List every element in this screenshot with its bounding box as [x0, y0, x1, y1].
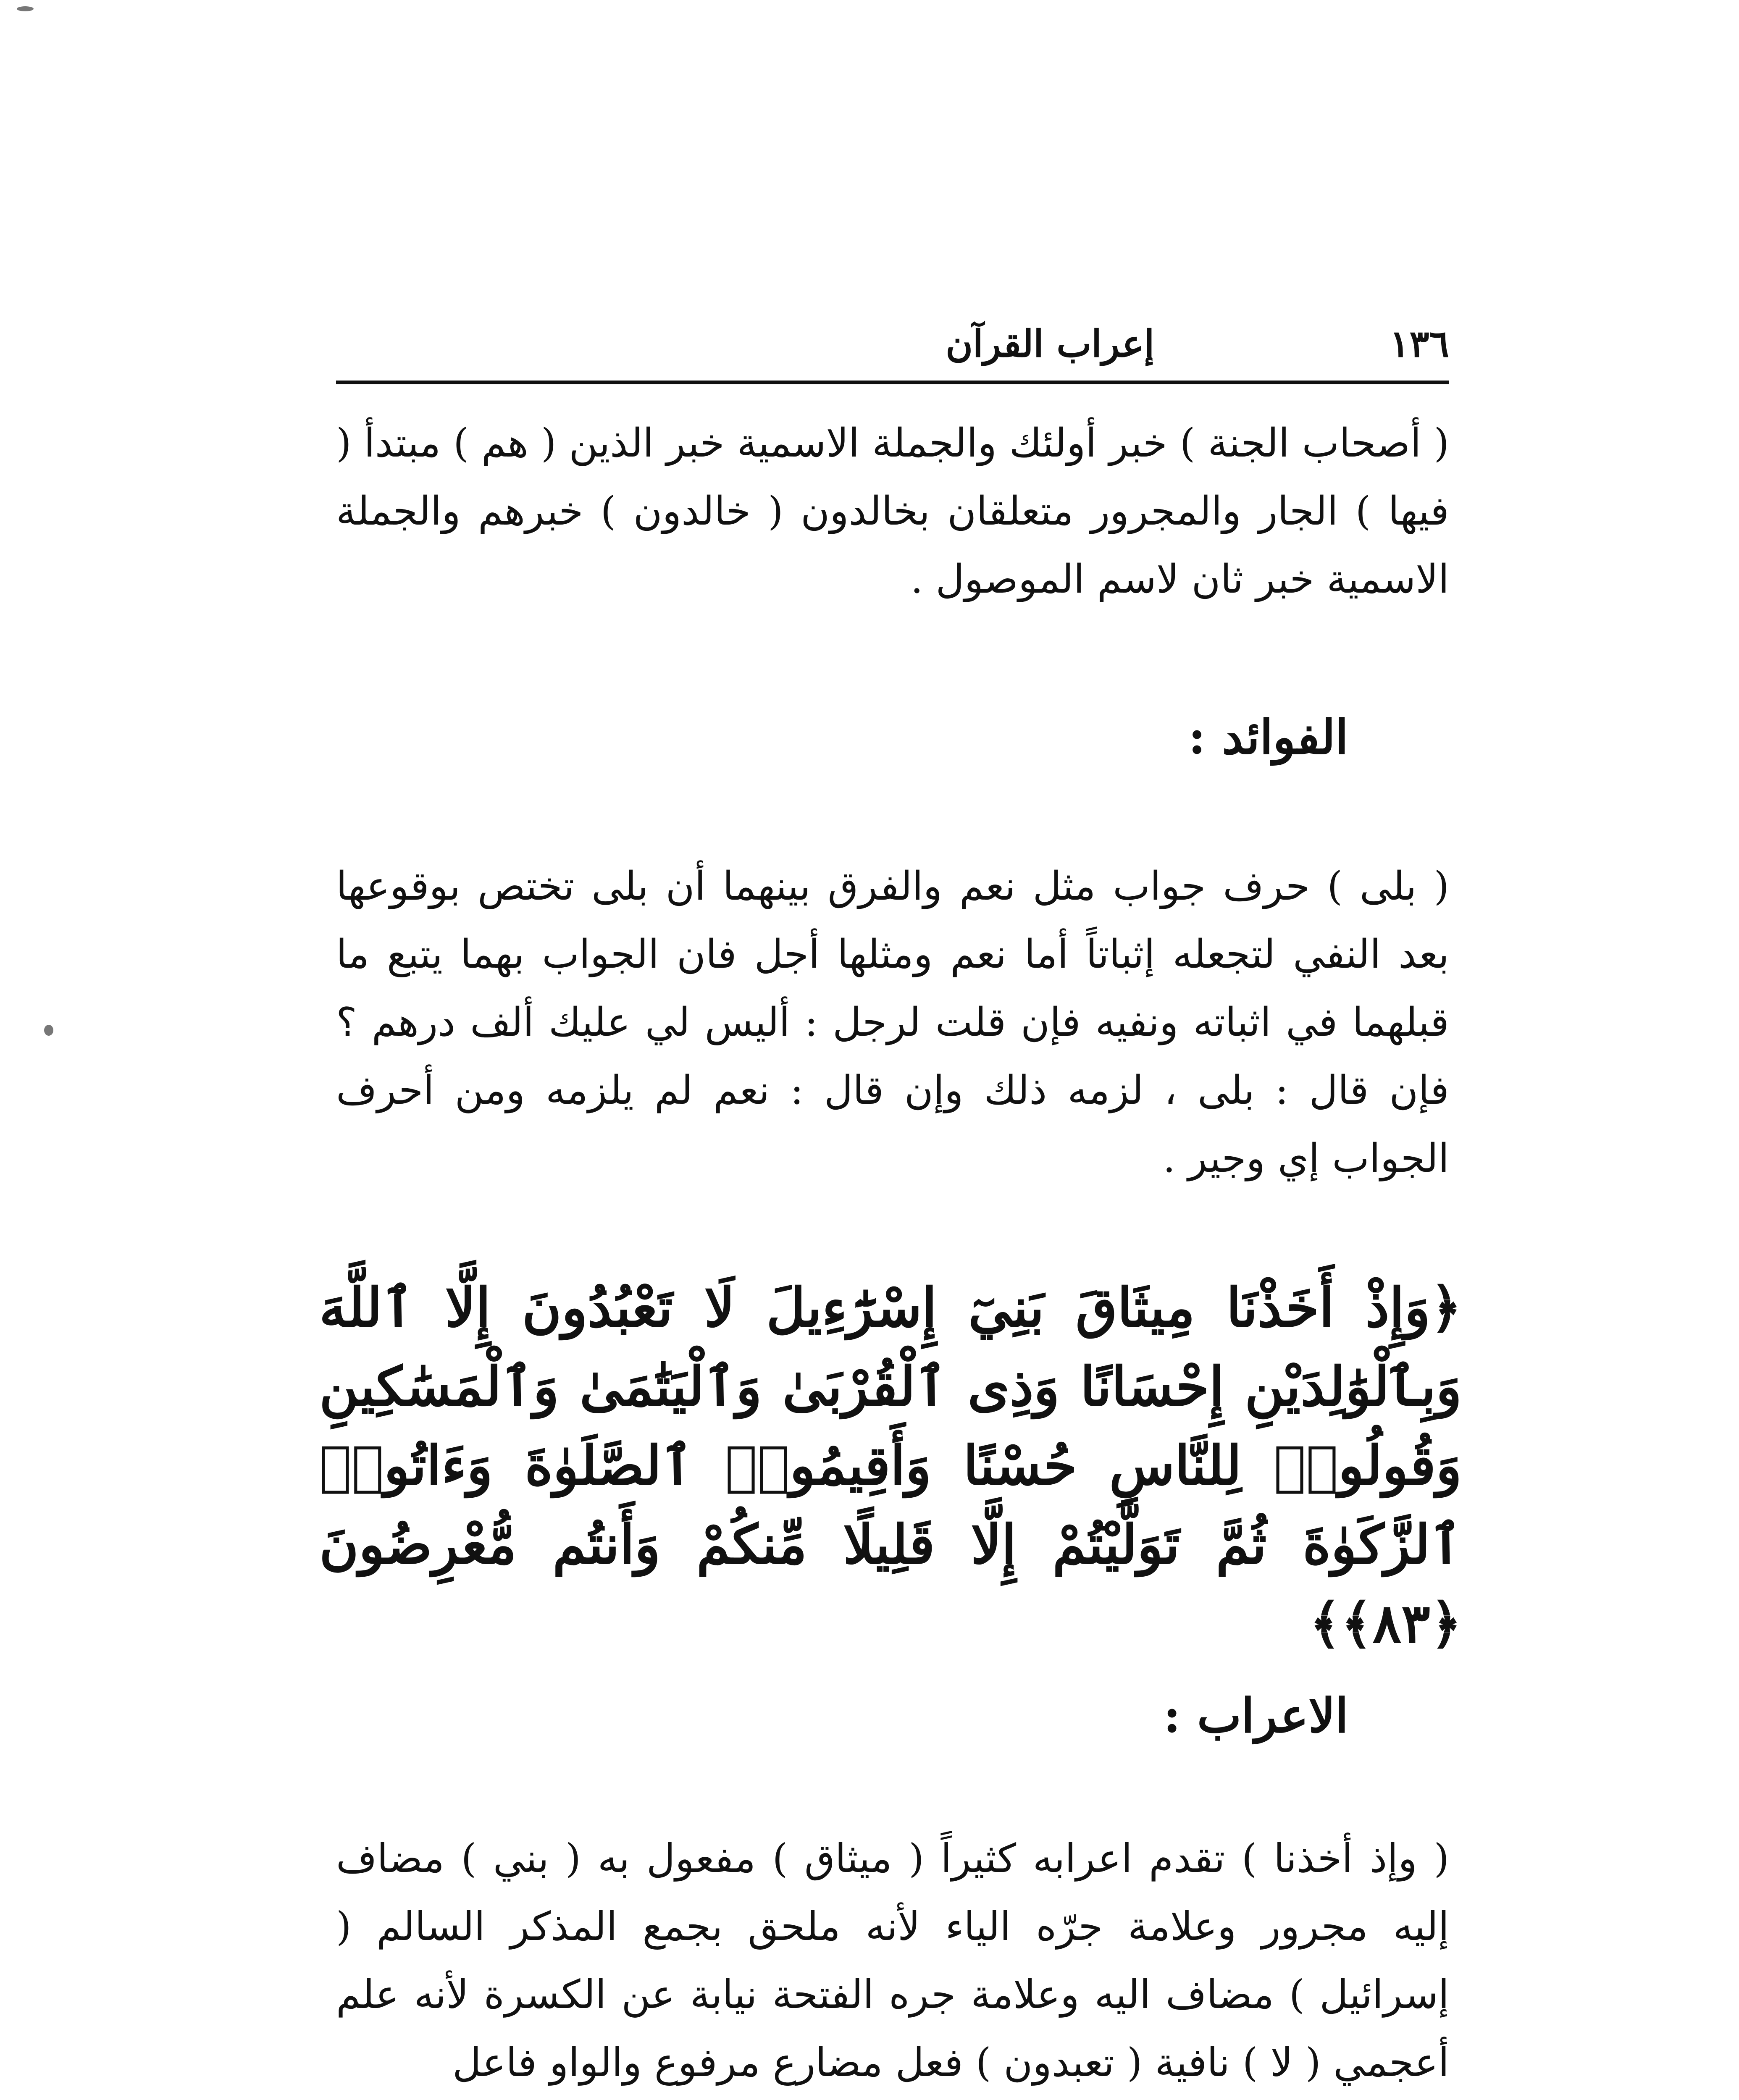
page-header: [336, 294, 1449, 365]
parsing-paragraph: ( وإذ أخذنا ) تقدم اعرابه كثيراً ( ميثاق ) مفعول به ( بني ) مضاف إليه مجرور وعلامة جرّه الياء لأنه ملحق بجمع المذكر السالم ( إسرائيل ) مضاف اليه وعلامة جره الفتحة نيابة عن الكسرة لأنه علم أعجمي ( لا ) نافية ( تعبدون ) فعل مضارع مرفوع والواو فاعل: [336, 1836, 1449, 2086]
running-title: إعراب القرآن: [946, 322, 1155, 365]
benefits-heading: الفوائد :: [1188, 710, 1348, 765]
quran-verse: ﴿وَإِذْ أَخَذْنَا مِيثَاقَ بَنِيٓ إِسْرَٰٓءِيلَ لَا تَعْبُدُونَ إِلَّا ٱللَّهَ وَبِٱلْوَٰلِدَيْنِ إِحْسَانًا وَذِى ٱلْقُرْبَىٰ وَٱلْيَتَٰمَىٰ وَٱلْمَسَٰكِينِ وَقُولُوا۟ لِلنَّاسِ حُسْنًا وَأَقِيمُوا۟ ٱلصَّلَوٰةَ وَءَاتُوا۟ ٱلزَّكَوٰةَ ثُمَّ تَوَلَّيْتُمْ إِلَّا قَلِيلًا مِّنكُمْ وَأَنتُم مُّعْرِضُونَ ﴿٨٣﴾﴾: [319, 1276, 1462, 1655]
scan-speck: [17, 6, 34, 11]
header-rule: [336, 381, 1449, 384]
benefits-paragraph: ( بلى ) حرف جواب مثل نعم والفرق بينهما أن بلى تختص بوقوعها بعد النفي لتجعله إثباتاً أما نعم ومثلها أجل فان الجواب بهما يتبع ما قبلهما في اثباته ونفيه فإن قلت لرجل : أليس لي عليك ألف درهم ؟ فإن قال : بلى ، لزمه ذلك وإن قال : نعم لم يلزمه ومن أحرف الجواب إي وجير .: [336, 864, 1449, 1181]
page-number: ١٣٦: [1390, 322, 1449, 365]
parsing-heading: الاعراب :: [1163, 1688, 1348, 1743]
intro-paragraph: ( أصحاب الجنة ) خبر أولئك والجملة الاسمية خبر الذين ( هم ) مبتدأ ( فيها ) الجار والمجرور متعلقان بخالدون ( خالدون ) خبرهم والجملة الاسمية خبر ثان لاسم الموصول .: [336, 420, 1449, 602]
scan-speck: [44, 1025, 53, 1036]
